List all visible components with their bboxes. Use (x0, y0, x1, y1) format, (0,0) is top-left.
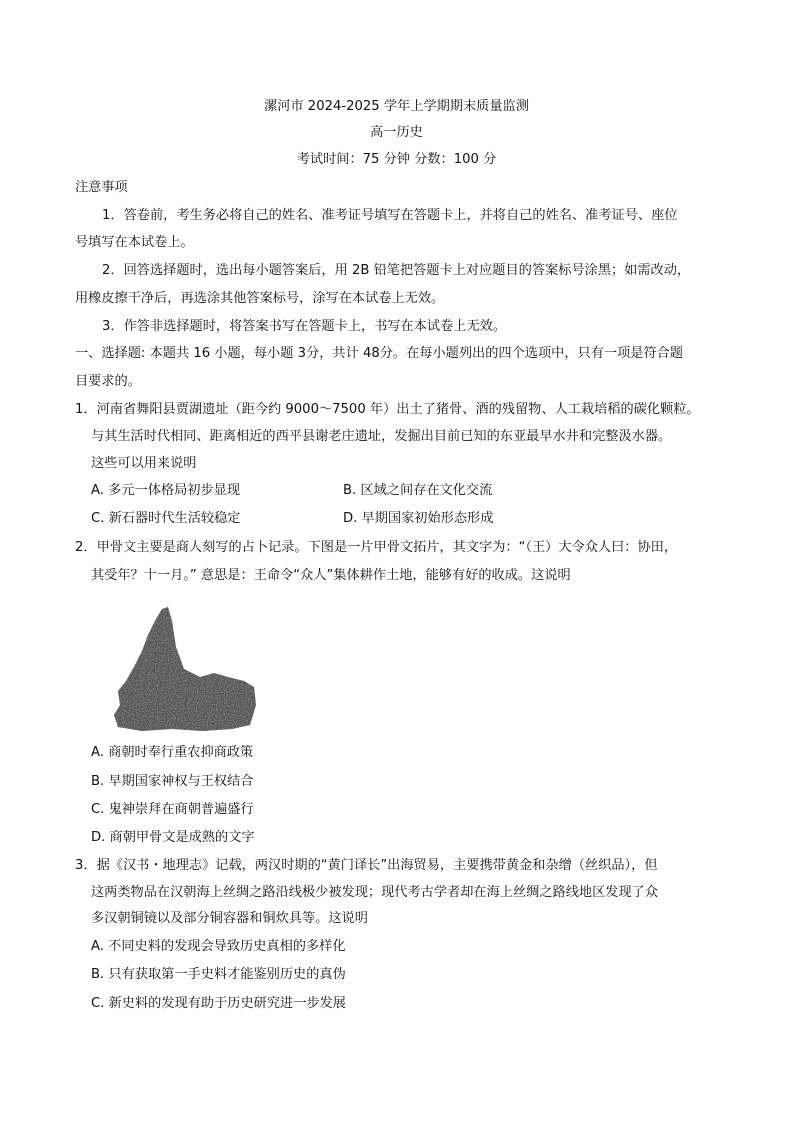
option-c: C. 鬼神崇拜在商朝普遍盛行 (91, 802, 254, 817)
question-3-line: 这两类物品在汉朝海上丝绸之路沿线极少被发现；现代考古学者却在海上丝绸之路线地区发现了众 (91, 885, 659, 900)
option-c: C. 新史料的发现有助于历史研究进一步发展 (91, 996, 346, 1011)
option-b: B. 早期国家神权与王权结合 (91, 774, 254, 789)
option-a: A. 不同史料的发现会导致历史真相的多样化 (91, 939, 346, 954)
exam-subject: 高一历史 (370, 125, 423, 140)
option-d: D. 早期国家初始形态形成 (343, 511, 494, 526)
option-b: B. 区域之间存在文化交流 (343, 483, 493, 498)
option-c: C. 新石器时代生活较稳定 (91, 511, 241, 526)
section-heading: 目要求的。 (75, 374, 141, 389)
question-2-line: 其受年？十一月。” 意思是：王命令“众人”集体耕作土地，能够有好的收成。这说明 (91, 568, 571, 583)
option-a: A. 商朝时奉行重农抑商政策 (91, 745, 254, 760)
option-b: B. 只有获取第一手史料才能鉴别历史的真伪 (91, 967, 346, 982)
question-1-line: 这些可以用来说明 (91, 456, 197, 471)
notes-heading: 注意事项 (75, 180, 128, 195)
question-1-line: 与其生活时代相同、距离相近的西平县谢老庄遗址，发掘出目前已知的东亚最早水井和完整汲水器。 (91, 429, 672, 444)
section-heading: 一、选择题: 本题共 16 小题，每小题 3分，共计 48分。在每小题列出的四个选项中，只有一项是符合题 (75, 346, 684, 361)
note-line: 用橡皮擦干净后，再选涂其他答案标号，涂写在本试卷上无效。 (75, 291, 445, 306)
option-a: A. 多元一体格局初步显现 (91, 483, 241, 498)
exam-title: 漯河市 2024-2025 学年上学期期末质量监测 (264, 99, 529, 114)
question-3-line: 3．据《汉书・地理志》记载，两汉时期的“黄门译长”出海贸易，主要携带黄金和杂缯（丝织品），但 (75, 858, 658, 873)
note-line: 1．答卷前，考生务必将自己的姓名、准考证号填写在答题卡上，并将自己的姓名、准考证号、座位 (102, 208, 678, 223)
note-line: 2．回答选择题时，选出每小题答案后，用 2B 铅笔把答题卡上对应题目的答案标号涂黑；如需改动， (102, 263, 691, 278)
option-d: D. 商朝甲骨文是成熟的文字 (91, 830, 255, 845)
question-1-line: 1．河南省舞阳县贾湖遗址（距今约 9000～7500 年）出土了猪骨、酒的残留物、人工栽培稻的碳化颗粒。 (75, 402, 700, 417)
note-line: 号填写在本试卷上。 (75, 235, 194, 250)
oracle-bone-rubbing-image (112, 607, 256, 733)
question-2-line: 2．甲骨文主要是商人刻写的占卜记录。下图是一片甲骨文拓片，其文字为：“（王）大令众人曰：协田， (75, 540, 678, 555)
exam-info: 考试时间：75 分钟 分数：100 分 (296, 152, 497, 167)
note-line: 3．作答非选择题时，将答案书写在答题卡上，书写在本试卷上无效。 (102, 319, 507, 334)
question-3-line: 多汉朝铜镜以及部分铜容器和铜炊具等。这说明 (91, 911, 368, 926)
